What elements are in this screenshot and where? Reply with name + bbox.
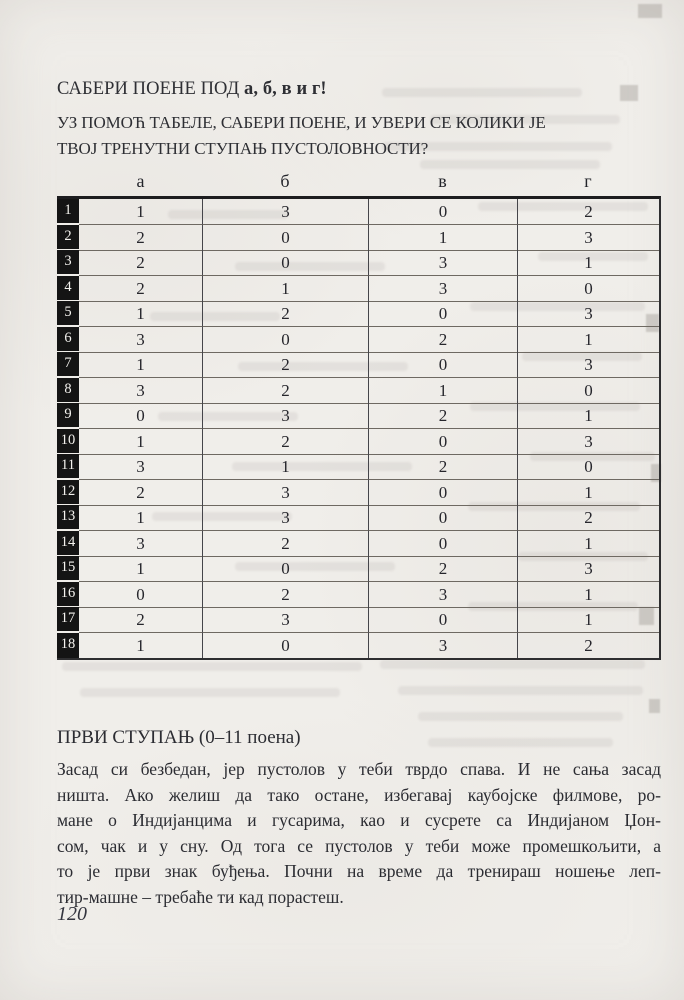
bleed-through-artifact xyxy=(80,688,340,697)
score-cell: 2 xyxy=(79,276,202,302)
subtitle-line: ТВОЈ ТРЕНУТНИ СТУПАЊ ПУСТОЛОВНОСТИ? xyxy=(57,138,429,158)
score-cell: 2 xyxy=(79,607,202,633)
table-row xyxy=(57,327,659,353)
table-row xyxy=(57,531,659,557)
column-header-g: г xyxy=(584,171,592,191)
score-cell: 3 xyxy=(368,276,517,302)
table-row xyxy=(57,607,659,633)
score-cell: 1 xyxy=(79,301,202,327)
score-cell: 0 xyxy=(368,199,517,225)
score-cell: 0 xyxy=(368,531,517,557)
score-cell: 1 xyxy=(79,352,202,378)
score-cell: 1 xyxy=(517,480,659,506)
row-number-cell: 11 xyxy=(57,454,79,480)
row-number-cell: 16 xyxy=(57,582,79,608)
score-cell: 2 xyxy=(79,480,202,506)
bleed-through-artifact xyxy=(398,686,643,695)
score-cell: 3 xyxy=(517,225,659,251)
score-cell: 3 xyxy=(202,199,368,225)
table-corner-spacer xyxy=(57,192,79,194)
table-row xyxy=(57,352,659,378)
score-cell: 1 xyxy=(79,505,202,531)
score-cell: 1 xyxy=(517,403,659,429)
score-cell: 2 xyxy=(368,403,517,429)
paragraph-line: то је први знак буђења. Почни на време да тренираш ношење леп- xyxy=(57,861,661,881)
result-paragraph xyxy=(57,757,661,910)
score-cell: 3 xyxy=(368,250,517,276)
table-row xyxy=(57,480,659,506)
row-number-cell: 15 xyxy=(57,556,79,582)
row-number-cell: 13 xyxy=(57,505,79,531)
score-cell: 0 xyxy=(517,378,659,404)
paragraph-line: сом, чак и у сну. Од тога се пустолов у теби може промешкољити, а xyxy=(57,835,661,856)
bleed-through-artifact xyxy=(380,660,645,669)
score-cell: 2 xyxy=(79,225,202,251)
row-number-cell: 14 xyxy=(57,531,79,557)
bleed-through-artifact xyxy=(649,699,660,713)
score-cell: 0 xyxy=(517,454,659,480)
score-cell: 3 xyxy=(202,480,368,506)
score-cell: 3 xyxy=(517,556,659,582)
score-cell: 3 xyxy=(202,505,368,531)
bleed-through-artifact xyxy=(620,85,638,101)
score-cell: 1 xyxy=(517,327,659,353)
score-cell: 1 xyxy=(79,429,202,455)
paragraph-line: Засад си безбедан, јер пустолов у теби тврдо спава. И не сања засад xyxy=(57,759,661,779)
score-cell: 1 xyxy=(79,556,202,582)
table-row xyxy=(57,454,659,480)
result-heading: ПРВИ СТУПАЊ (0–11 поена) xyxy=(57,727,301,748)
score-cell: 2 xyxy=(517,633,659,659)
score-cell: 1 xyxy=(368,225,517,251)
score-cell: 3 xyxy=(517,429,659,455)
row-number-cell: 3 xyxy=(57,250,79,276)
row-number-cell: 17 xyxy=(57,607,79,633)
row-number-cell: 12 xyxy=(57,480,79,506)
page-number: 120 xyxy=(57,903,87,925)
row-number-cell: 9 xyxy=(57,403,79,429)
score-cell: 2 xyxy=(202,531,368,557)
score-cell: 0 xyxy=(368,480,517,506)
row-number-cell: 10 xyxy=(57,429,79,455)
paragraph-line: ништа. Ако желиш да тако остане, избегавај каубојске филмове, ро- xyxy=(57,784,661,805)
bleed-through-artifact xyxy=(638,4,662,18)
score-cell: 2 xyxy=(202,582,368,608)
row-number-cell: 4 xyxy=(57,276,79,302)
column-header-v: в xyxy=(438,171,447,191)
page-title-regular: САБЕРИ ПОЕНЕ ПОД xyxy=(57,79,245,99)
score-cell: 2 xyxy=(368,556,517,582)
row-number-cell: 18 xyxy=(57,633,79,659)
bleed-through-artifact xyxy=(428,738,613,747)
score-cell: 3 xyxy=(368,633,517,659)
score-cell: 0 xyxy=(79,403,202,429)
row-number-cell: 7 xyxy=(57,352,79,378)
score-cell: 0 xyxy=(202,556,368,582)
score-cell: 0 xyxy=(368,429,517,455)
score-cell: 3 xyxy=(79,531,202,557)
score-cell: 2 xyxy=(517,505,659,531)
table-row xyxy=(57,276,659,302)
table-row xyxy=(57,199,659,225)
score-cell: 0 xyxy=(368,505,517,531)
score-cell: 3 xyxy=(517,352,659,378)
column-header-a: а xyxy=(136,171,145,191)
table-row xyxy=(57,633,659,659)
column-header-b: б xyxy=(280,171,290,191)
score-table-header xyxy=(57,168,659,194)
score-cell: 1 xyxy=(136,635,145,655)
score-cell: 1 xyxy=(517,607,659,633)
page-title xyxy=(57,79,327,100)
score-cell: 1 xyxy=(202,276,368,302)
score-cell: 3 xyxy=(79,327,202,353)
score-cell: 1 xyxy=(517,531,659,557)
score-cell: 2 xyxy=(368,454,517,480)
score-cell: 3 xyxy=(368,582,517,608)
table-row xyxy=(57,378,659,404)
paragraph-line: тир-машне – требаће ти кад порастеш. xyxy=(57,886,344,907)
score-cell: 2 xyxy=(517,199,659,225)
table-row xyxy=(57,429,659,455)
table-row xyxy=(57,556,659,582)
bleed-through-artifact xyxy=(62,662,362,671)
row-number-cell: 6 xyxy=(57,327,79,353)
row-number-cell: 5 xyxy=(57,301,79,327)
score-cell: 3 xyxy=(79,378,202,404)
score-cell: 0 xyxy=(517,276,659,302)
row-number-cell: 2 xyxy=(57,225,79,251)
subtitle-line: УЗ ПОМОЋ ТАБЕЛЕ, САБЕРИ ПОЕНЕ, И УВЕРИ СЕ КОЛИКИ ЈЕ xyxy=(57,113,546,132)
score-cell: 0 xyxy=(202,250,368,276)
bleed-through-artifact xyxy=(418,712,623,721)
row-number-cell: 8 xyxy=(57,378,79,404)
table-row xyxy=(57,225,659,251)
bleed-through-artifact xyxy=(382,88,582,97)
row-number-cell: 1 xyxy=(57,199,79,225)
score-cell: 1 xyxy=(517,250,659,276)
score-cell: 0 xyxy=(368,352,517,378)
score-cell: 0 xyxy=(368,607,517,633)
score-cell: 1 xyxy=(202,454,368,480)
table-row xyxy=(57,301,659,327)
page-subtitle xyxy=(57,110,546,161)
score-cell: 2 xyxy=(79,250,202,276)
score-cell: 0 xyxy=(202,633,368,659)
table-row xyxy=(57,403,659,429)
score-cell: 3 xyxy=(202,607,368,633)
score-cell: 1 xyxy=(517,582,659,608)
paragraph-line: мане о Индијанцима и гусарима, као и сусрете са Индијаном Џон- xyxy=(57,810,661,830)
score-cell: 3 xyxy=(202,403,368,429)
table-row xyxy=(57,582,659,608)
score-cell: 3 xyxy=(517,301,659,327)
score-cell: 0 xyxy=(202,327,368,353)
score-cell: 0 xyxy=(202,225,368,251)
page-title-emphasis: а, б, в и г! xyxy=(244,79,327,99)
score-cell: 3 xyxy=(79,454,202,480)
score-cell: 2 xyxy=(202,352,368,378)
score-cell: 0 xyxy=(368,301,517,327)
score-cell: 2 xyxy=(202,429,368,455)
score-cell: 1 xyxy=(79,199,202,225)
table-row xyxy=(57,250,659,276)
score-cell: 2 xyxy=(202,378,368,404)
table-row xyxy=(57,505,659,531)
score-cell: 2 xyxy=(202,301,368,327)
score-cell: 0 xyxy=(79,582,202,608)
score-table-body xyxy=(57,196,661,660)
score-cell: 2 xyxy=(368,327,517,353)
score-cell: 1 xyxy=(368,378,517,404)
